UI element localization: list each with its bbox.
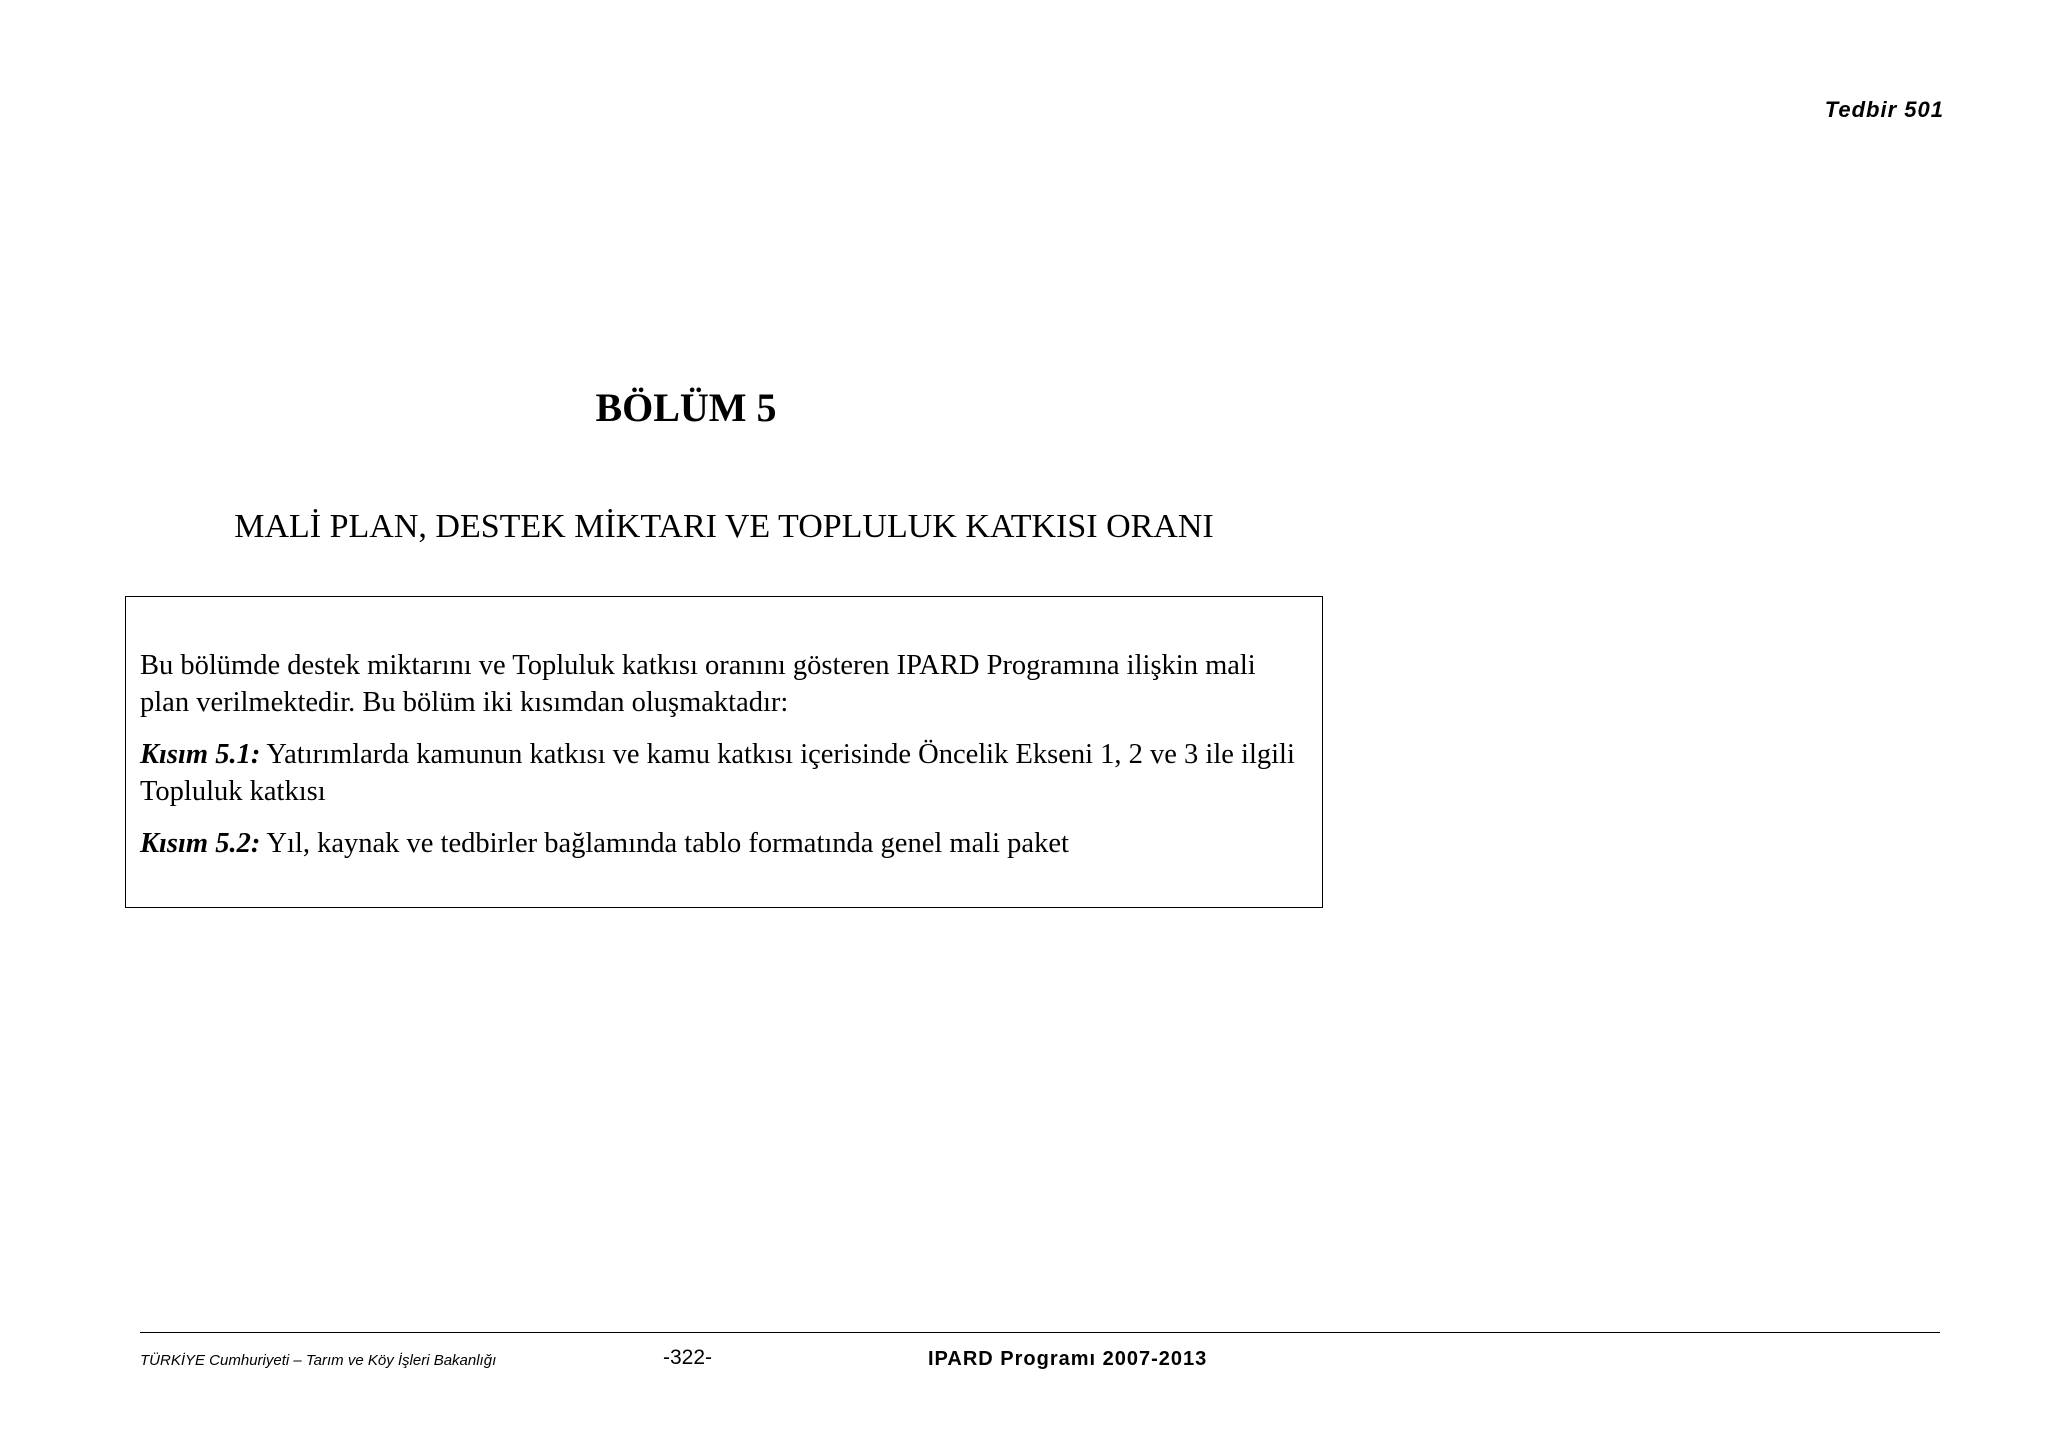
- part-text: Yıl, kaynak ve tedbirler bağlamında tablo formatında genel mali paket: [260, 828, 1069, 859]
- part-text: Yatırımlarda kamunun katkısı ve kamu katkısı içerisinde Öncelik Ekseni 1, 2 ve 3 ile ilgili Topluluk katkısı: [140, 739, 1295, 807]
- chapter-summary-box: [125, 596, 1323, 908]
- footer-page-number: -322-: [663, 1346, 713, 1369]
- part-label: Kısım 5.1:: [140, 739, 261, 770]
- footer-program: IPARD Programı 2007-2013: [928, 1348, 1208, 1370]
- summary-part-5-1: [140, 736, 1306, 810]
- chapter-subtitle: MALİ PLAN, DESTEK MİKTARI VE TOPLULUK KATKISI ORANI: [234, 508, 1214, 545]
- summary-intro: Bu bölümde destek miktarını ve Topluluk katkısı oranını gösteren IPARD Programına ilişkin mali plan verilmektedir. Bu bölüm iki kısımdan oluşmaktadır:: [140, 650, 1256, 718]
- part-label: Kısım 5.2:: [140, 828, 261, 859]
- summary-part-5-2: [140, 825, 1306, 862]
- header-measure-label: Tedbir 501: [1824, 97, 1944, 122]
- chapter-title: BÖLÜM 5: [595, 385, 777, 430]
- footer-divider: [140, 1332, 1940, 1333]
- footer-ministry: TÜRKİYE Cumhuriyeti – Tarım ve Köy İşleri Bakanlığı: [140, 1352, 497, 1369]
